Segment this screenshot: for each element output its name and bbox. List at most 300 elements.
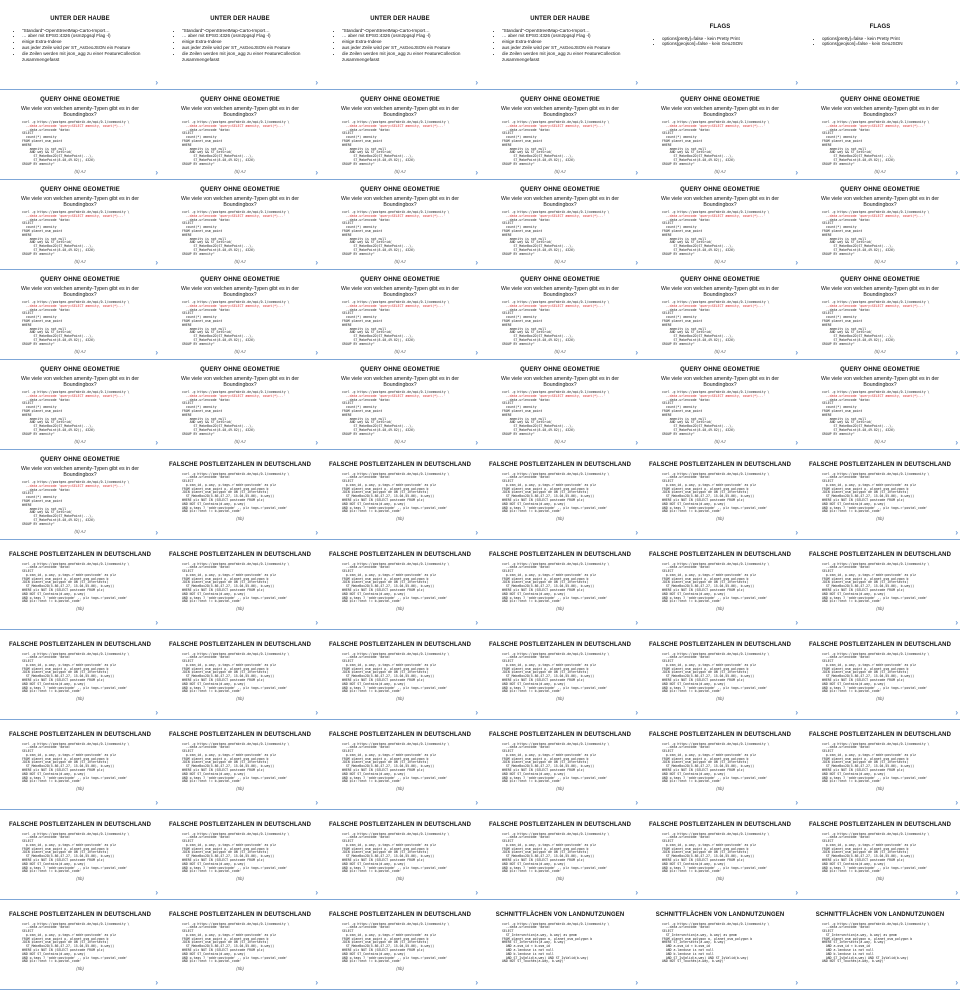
code-body: --data-urlencode "data= SELECT count(*) amenity FROM planet_osm_point WHERE amenity is not null AND way && ST_SetSrid( ST_MakeBox2D(ST_MakePoint(...), ST_MakePoint(8.40,49.02)), 4326) GROUP BY amenity" bbox=[182, 397, 255, 436]
slide-thumbnail[interactable] bbox=[0, 630, 160, 720]
next-slide-arrow-icon[interactable]: › bbox=[475, 258, 478, 267]
code-highlight: --data-urlencode 'query=SELECT amenity, count(*)...' bbox=[662, 303, 766, 308]
bullet-item: • einige Extra-Indexe bbox=[182, 39, 316, 45]
code-block bbox=[22, 211, 160, 257]
next-slide-arrow-icon[interactable]: › bbox=[955, 78, 958, 87]
next-slide-arrow-icon[interactable]: › bbox=[155, 528, 158, 537]
next-slide-arrow-icon[interactable]: › bbox=[795, 78, 798, 87]
slide-source-note: (5b) bbox=[716, 876, 724, 882]
next-slide-arrow-icon[interactable]: › bbox=[955, 798, 958, 807]
next-slide-arrow-icon[interactable]: › bbox=[795, 348, 798, 357]
next-slide-arrow-icon[interactable]: › bbox=[795, 618, 798, 627]
code-body: --data-urlencode "data= SELECT count(*) amenity FROM planet_osm_point WHERE amenity is not null AND way && ST_SetSrid( ST_MakeBox2D(ST_MakePoint(...), ST_MakePoint(8.40,49.02)), 4326) GROUP BY amenity" bbox=[182, 217, 255, 256]
code-line: curl -g https://postgeo.geofabrik.de/api/0.1/community \ bbox=[22, 480, 130, 485]
slide-source-note: (5) AJ bbox=[714, 348, 726, 354]
next-slide-arrow-icon[interactable]: › bbox=[955, 888, 958, 897]
code-line: curl -g https://postgeo.geofabrik.de/api/0.1/community \ --data-urlencode 'data= bbox=[22, 561, 130, 570]
slide-title: FALSCHE POSTLEITZAHLEN IN DEUTSCHLAND bbox=[488, 642, 632, 648]
slide-subtitle: Wie viele von welchen amenity-Typen gibt es in der Boundingbox? bbox=[181, 285, 299, 298]
slide-source-note: (5b) bbox=[396, 606, 404, 612]
slide-thumbnail[interactable] bbox=[800, 360, 960, 450]
next-slide-arrow-icon[interactable]: › bbox=[955, 258, 958, 267]
next-slide-arrow-icon[interactable]: › bbox=[155, 78, 158, 87]
slide-thumbnail[interactable] bbox=[480, 180, 640, 270]
bullet-item: • … aber mit EPSG:4326 (osm2pgsql Flag -l) bbox=[502, 33, 636, 39]
code-block bbox=[822, 473, 960, 515]
slide-source-note: (5) AJ bbox=[394, 168, 406, 174]
slide-title: QUERY OHNE GEOMETRIE bbox=[680, 187, 760, 193]
next-slide-arrow-icon[interactable]: › bbox=[315, 438, 318, 447]
next-slide-arrow-icon[interactable]: › bbox=[315, 618, 318, 627]
slide-subtitle: Wie viele von welchen amenity-Typen gibt es in der Boundingbox? bbox=[661, 375, 779, 388]
code-block bbox=[502, 923, 640, 965]
code-line: curl -g https://postgeo.geofabrik.de/api/0.1/community \ --data-urlencode 'data= bbox=[502, 471, 610, 480]
code-line: curl -g https://postgeo.geofabrik.de/api/0.1/community \ bbox=[502, 210, 610, 215]
next-slide-arrow-icon[interactable]: › bbox=[635, 528, 638, 537]
bullet-item: • einige Extra-Indexe bbox=[342, 39, 476, 45]
slide-source-note: (5) AJ bbox=[394, 438, 406, 444]
slide-thumbnail[interactable] bbox=[800, 900, 960, 990]
code-line: curl -g https://postgeo.geofabrik.de/api/0.1/community \ bbox=[182, 300, 290, 305]
next-slide-arrow-icon[interactable]: › bbox=[795, 168, 798, 177]
slide-title: FALSCHE POSTLEITZAHLEN IN DEUTSCHLAND bbox=[808, 732, 952, 738]
code-body: --data-urlencode "data= SELECT count(*) amenity FROM planet_osm_point WHERE amenity is not null AND way && ST_SetSrid( ST_MakeBox2D(ST_MakePoint(...), ST_MakePoint(8.40,49.02)), 4326) GROUP BY amenity" bbox=[22, 127, 95, 166]
code-body: SELECT ST_Intersection(a.way, b.way) as geom FROM planet_osm_polygon a, planet_osm_polygon b WHERE ST_Intersects(a.way, b.way) AND a.osm_id < b.osm_id AND a.landuse is not null AND b.landuse is not null AND ST_IsValid(a.way) AND ST_IsValid(b.way) AND NOT ST_Touches(a.way, b.way)' bbox=[822, 929, 913, 964]
code-body: --data-urlencode "data= SELECT count(*) amenity FROM planet_osm_point WHERE amenity is not null AND way && ST_SetSrid( ST_MakeBox2D(ST_MakePoint(...), ST_MakePoint(8.40,49.02)), 4326) GROUP BY amenity" bbox=[662, 217, 735, 256]
slide-thumbnail[interactable] bbox=[480, 720, 640, 810]
code-block bbox=[662, 743, 800, 785]
next-slide-arrow-icon[interactable]: › bbox=[475, 528, 478, 537]
next-slide-arrow-icon[interactable]: › bbox=[635, 708, 638, 717]
code-body: --data-urlencode "data= SELECT count(*) amenity FROM planet_osm_point WHERE amenity is not null AND way && ST_SetSrid( ST_MakeBox2D(ST_MakePoint(...), ST_MakePoint(8.40,49.02)), 4326) GROUP BY amenity" bbox=[502, 217, 575, 256]
code-body: SELECT p.osm_id, p.way, p.tags->'addr:postcode' as plz FROM planet_osm_point p, planet_osm_polygon b JOIN planet_osm_polygon de ON (ST_Intersects( ST_MakeBox2D(5.86,47.27, 15.04,55.06), b.way)) WHERE plz NOT IN (SELECT postcode FROM plz) AND NOT ST_Contains(d.way, p.way) AND p.tags ? 'addr:postcode' -- plz tags->'postal_code' AND plz::text != b.postal_code' bbox=[822, 659, 928, 694]
next-slide-arrow-icon[interactable]: › bbox=[315, 78, 318, 87]
slide-title: FALSCHE POSTLEITZAHLEN IN DEUTSCHLAND bbox=[648, 642, 792, 648]
next-slide-arrow-icon[interactable]: › bbox=[955, 168, 958, 177]
next-slide-arrow-icon[interactable]: › bbox=[795, 798, 798, 807]
next-slide-arrow-icon[interactable]: › bbox=[475, 168, 478, 177]
slide-title: FALSCHE POSTLEITZAHLEN IN DEUTSCHLAND bbox=[8, 732, 152, 738]
slide-thumbnail[interactable] bbox=[480, 0, 640, 90]
slide-source-note: (5b) bbox=[556, 606, 564, 612]
code-block bbox=[22, 121, 160, 167]
code-block bbox=[22, 563, 160, 605]
slide-thumbnail[interactable] bbox=[320, 540, 480, 630]
slide-thumbnail[interactable] bbox=[320, 360, 480, 450]
code-line: curl -g https://postgeo.geofabrik.de/api/0.1/community \ --data-urlencode 'data= bbox=[182, 741, 290, 750]
slide-thumbnail[interactable] bbox=[160, 540, 320, 630]
slide-source-note: (5b) bbox=[396, 876, 404, 882]
slide-title: FALSCHE POSTLEITZAHLEN IN DEUTSCHLAND bbox=[168, 732, 312, 738]
slide-thumbnail[interactable] bbox=[640, 540, 800, 630]
next-slide-arrow-icon[interactable]: › bbox=[475, 78, 478, 87]
code-highlight: --data-urlencode 'query=SELECT amenity, count(*)...' bbox=[822, 213, 926, 218]
next-slide-arrow-icon[interactable]: › bbox=[635, 168, 638, 177]
slide-thumbnail[interactable] bbox=[480, 90, 640, 180]
code-body: SELECT p.osm_id, p.way, p.tags->'addr:postcode' as plz FROM planet_osm_point p, planet_osm_polygon b JOIN planet_osm_polygon de ON (ST_Intersects( ST_MakeBox2D(5.86,47.27, 15.04,55.06), b.way)) WHERE plz NOT IN (SELECT postcode FROM plz) AND NOT ST_Contains(d.way, p.way) AND p.tags ? 'addr:postcode' -- plz tags->'postal_code' AND plz::text != b.postal_code' bbox=[662, 569, 768, 604]
slide-title: QUERY OHNE GEOMETRIE bbox=[840, 187, 920, 193]
slide-subtitle: Wie viele von welchen amenity-Typen gibt es in der Boundingbox? bbox=[501, 105, 619, 118]
slide-thumbnail[interactable] bbox=[800, 180, 960, 270]
code-body: --data-urlencode "data= SELECT count(*) amenity FROM planet_osm_point WHERE amenity is not null AND way && ST_SetSrid( ST_MakeBox2D(ST_MakePoint(...), ST_MakePoint(8.40,49.02)), 4326) GROUP BY amenity" bbox=[22, 397, 95, 436]
code-line: curl -g https://postgeo.geofabrik.de/api/0.1/community \ bbox=[182, 390, 290, 395]
slide-source-note: (5) AJ bbox=[714, 168, 726, 174]
code-body: --data-urlencode "data= SELECT count(*) amenity FROM planet_osm_point WHERE amenity is not null AND way && ST_SetSrid( ST_MakeBox2D(ST_MakePoint(...), ST_MakePoint(8.40,49.02)), 4326) GROUP BY amenity" bbox=[502, 307, 575, 346]
slide-thumbnail[interactable] bbox=[800, 270, 960, 360]
slide-thumbnail[interactable] bbox=[320, 180, 480, 270]
code-line: curl -g https://postgeo.geofabrik.de/api/0.1/community \ bbox=[502, 120, 610, 125]
code-line: curl -g https://postgeo.geofabrik.de/api/0.1/community \ --data-urlencode 'data= bbox=[502, 651, 610, 660]
slide-thumbnail[interactable] bbox=[0, 540, 160, 630]
slide-thumbnail[interactable] bbox=[160, 270, 320, 360]
slide-thumbnail[interactable] bbox=[480, 630, 640, 720]
slide-thumbnail[interactable] bbox=[640, 810, 800, 900]
slide-source-note: (5) AJ bbox=[394, 348, 406, 354]
slide-thumbnail[interactable] bbox=[640, 180, 800, 270]
slide-title: QUERY OHNE GEOMETRIE bbox=[200, 367, 280, 373]
next-slide-arrow-icon[interactable]: › bbox=[155, 978, 158, 987]
slide-title: FALSCHE POSTLEITZAHLEN IN DEUTSCHLAND bbox=[648, 462, 792, 468]
slide-source-note: (5b) bbox=[396, 516, 404, 522]
next-slide-arrow-icon[interactable]: › bbox=[635, 348, 638, 357]
code-body: SELECT p.osm_id, p.way, p.tags->'addr:postcode' as plz FROM planet_osm_point p, planet_osm_polygon b JOIN planet_osm_polygon de ON (ST_Intersects( ST_MakeBox2D(5.86,47.27, 15.04,55.06), b.way)) WHERE plz NOT IN (SELECT postcode FROM plz) AND NOT ST_Contains(d.way, p.way) AND p.tags ? 'addr:postcode' -- plz tags->'postal_code' AND plz::text != b.postal_code' bbox=[342, 479, 448, 514]
code-line: curl -g https://postgeo.geofabrik.de/api/0.1/community \ bbox=[342, 300, 450, 305]
next-slide-arrow-icon[interactable]: › bbox=[315, 978, 318, 987]
code-line: curl -g https://postgeo.geofabrik.de/api/0.1/community \ bbox=[502, 390, 610, 395]
next-slide-arrow-icon[interactable]: › bbox=[475, 798, 478, 807]
slide-thumbnail[interactable] bbox=[160, 810, 320, 900]
slide-thumbnail[interactable] bbox=[160, 90, 320, 180]
code-body: SELECT p.osm_id, p.way, p.tags->'addr:postcode' as plz FROM planet_osm_point p, planet_osm_polygon b JOIN planet_osm_polygon de ON (ST_Intersects( ST_MakeBox2D(5.86,47.27, 15.04,55.06), b.way)) WHERE plz NOT IN (SELECT postcode FROM plz) AND NOT ST_Contains(d.way, p.way) AND p.tags ? 'addr:postcode' -- plz tags->'postal_code' AND plz::text != b.postal_code' bbox=[502, 569, 608, 604]
code-block bbox=[342, 653, 480, 695]
code-line: curl -g https://postgeo.geofabrik.de/api/0.1/community \ bbox=[182, 210, 290, 215]
slide-thumbnail[interactable] bbox=[160, 450, 320, 540]
slide-thumbnail[interactable] bbox=[0, 0, 160, 90]
code-block bbox=[22, 923, 160, 965]
bullet-item: • "Standard"-OpenStreetMap-Carto-Import… bbox=[502, 28, 636, 34]
code-highlight: --data-urlencode 'query=SELECT amenity, count(*)...' bbox=[662, 393, 766, 398]
slide-thumbnail[interactable] bbox=[160, 720, 320, 810]
code-block bbox=[342, 563, 480, 605]
slide-subtitle: Wie viele von welchen amenity-Typen gibt es in der Boundingbox? bbox=[21, 465, 139, 478]
slide-title: FALSCHE POSTLEITZAHLEN IN DEUTSCHLAND bbox=[808, 822, 952, 828]
slide-title: QUERY OHNE GEOMETRIE bbox=[520, 187, 600, 193]
code-body: SELECT p.osm_id, p.way, p.tags->'addr:postcode' as plz FROM planet_osm_point p, planet_osm_polygon b JOIN planet_osm_polygon de ON (ST_Intersects( ST_MakeBox2D(5.86,47.27, 15.04,55.06), b.way)) WHERE plz NOT IN (SELECT postcode FROM plz) AND NOT ST_Contains(d.way, p.way) AND p.tags ? 'addr:postcode' -- plz tags->'postal_code' AND plz::text != b.postal_code' bbox=[182, 929, 288, 964]
code-highlight: --data-urlencode 'query=SELECT amenity, count(*)...' bbox=[502, 213, 606, 218]
slide-thumbnail[interactable] bbox=[0, 810, 160, 900]
next-slide-arrow-icon[interactable]: › bbox=[315, 708, 318, 717]
next-slide-arrow-icon[interactable]: › bbox=[635, 258, 638, 267]
code-body: SELECT p.osm_id, p.way, p.tags->'addr:postcode' as plz FROM planet_osm_point p, planet_osm_polygon b JOIN planet_osm_polygon de ON (ST_Intersects( ST_MakeBox2D(5.86,47.27, 15.04,55.06), b.way)) WHERE plz NOT IN (SELECT postcode FROM plz) AND NOT ST_Contains(d.way, p.way) AND p.tags ? 'addr:postcode' -- plz tags->'postal_code' AND plz::text != b.postal_code' bbox=[662, 479, 768, 514]
code-highlight: --data-urlencode 'query=SELECT amenity, count(*)...' bbox=[22, 123, 126, 128]
slide-source-note: (5) AJ bbox=[554, 168, 566, 174]
slide-subtitle: Wie viele von welchen amenity-Typen gibt es in der Boundingbox? bbox=[821, 285, 939, 298]
next-slide-arrow-icon[interactable]: › bbox=[315, 168, 318, 177]
slide-thumbnail[interactable] bbox=[640, 360, 800, 450]
slide-thumbnail[interactable] bbox=[480, 360, 640, 450]
next-slide-arrow-icon[interactable]: › bbox=[155, 348, 158, 357]
bullet-item: • … aber mit EPSG:4326 (osm2pgsql Flag -l) bbox=[22, 33, 156, 39]
code-body: --data-urlencode "data= SELECT count(*) amenity FROM planet_osm_point WHERE amenity is not null AND way && ST_SetSrid( ST_MakeBox2D(ST_MakePoint(...), ST_MakePoint(8.40,49.02)), 4326) GROUP BY amenity" bbox=[822, 307, 895, 346]
slide-title: FALSCHE POSTLEITZAHLEN IN DEUTSCHLAND bbox=[648, 822, 792, 828]
next-slide-arrow-icon[interactable]: › bbox=[475, 708, 478, 717]
next-slide-arrow-icon[interactable]: › bbox=[475, 888, 478, 897]
code-block bbox=[822, 211, 960, 257]
slide-source-note: (5b) bbox=[236, 606, 244, 612]
slide-thumbnail[interactable] bbox=[320, 90, 480, 180]
bullet-item: • die Zeilen werden mit json_agg zu einer FeatureCollection zusammengefasst bbox=[342, 51, 476, 63]
slide-title: FALSCHE POSTLEITZAHLEN IN DEUTSCHLAND bbox=[168, 552, 312, 558]
slide-source-note: (5b) bbox=[556, 516, 564, 522]
slide-title: QUERY OHNE GEOMETRIE bbox=[200, 277, 280, 283]
slide-title: FLAGS bbox=[869, 24, 891, 30]
next-slide-arrow-icon[interactable]: › bbox=[955, 978, 958, 987]
slide-thumbnail[interactable] bbox=[0, 90, 160, 180]
code-body: SELECT p.osm_id, p.way, p.tags->'addr:postcode' as plz FROM planet_osm_point p, planet_osm_polygon b JOIN planet_osm_polygon de ON (ST_Intersects( ST_MakeBox2D(5.86,47.27, 15.04,55.06), b.way)) WHERE plz NOT IN (SELECT postcode FROM plz) AND NOT ST_Contains(d.way, p.way) AND p.tags ? 'addr:postcode' -- plz tags->'postal_code' AND plz::text != b.postal_code' bbox=[502, 749, 608, 784]
code-block bbox=[182, 391, 320, 437]
slide-thumbnail[interactable] bbox=[800, 450, 960, 540]
code-line: curl -g https://postgeo.geofabrik.de/api/0.1/community \ --data-urlencode 'data= bbox=[662, 831, 770, 840]
code-body: SELECT p.osm_id, p.way, p.tags->'addr:postcode' as plz FROM planet_osm_point p, planet_osm_polygon b JOIN planet_osm_polygon de ON (ST_Intersects( ST_MakeBox2D(5.86,47.27, 15.04,55.06), b.way)) WHERE plz NOT IN (SELECT postcode FROM plz) AND NOT ST_Contains(d.way, p.way) AND p.tags ? 'addr:postcode' -- plz tags->'postal_code' AND plz::text != b.postal_code' bbox=[502, 659, 608, 694]
bullet-item: • die Zeilen werden mit json_agg zu einer FeatureCollection zusammengefasst bbox=[502, 51, 636, 63]
slide-thumbnail[interactable] bbox=[640, 270, 800, 360]
slide-thumbnail[interactable] bbox=[800, 540, 960, 630]
slide-title: QUERY OHNE GEOMETRIE bbox=[360, 97, 440, 103]
slide-thumbnail[interactable] bbox=[0, 450, 160, 540]
code-block bbox=[182, 211, 320, 257]
next-slide-arrow-icon[interactable]: › bbox=[795, 438, 798, 447]
slide-source-note: (5) AJ bbox=[74, 348, 86, 354]
slide-thumbnail[interactable] bbox=[320, 720, 480, 810]
slide-thumbnail[interactable] bbox=[0, 270, 160, 360]
slide-thumbnail[interactable] bbox=[480, 900, 640, 990]
code-body: SELECT ST_Intersection(a.way, b.way) as geom FROM planet_osm_polygon a, planet_osm_polygon b WHERE ST_Intersects(a.way, b.way) AND a.osm_id < b.osm_id AND a.landuse is not null AND b.landuse is not null AND ST_IsValid(a.way) AND ST_IsValid(b.way) AND NOT ST_Touches(a.way, b.way)' bbox=[662, 929, 753, 964]
slide-source-note: (5) AJ bbox=[874, 168, 886, 174]
next-slide-arrow-icon[interactable]: › bbox=[795, 528, 798, 537]
slide-title: FALSCHE POSTLEITZAHLEN IN DEUTSCHLAND bbox=[488, 552, 632, 558]
bullet-item: • aus jeder Zeile wird per ST_AsGeoJSON ein Feature bbox=[342, 45, 476, 51]
slide-thumbnail[interactable] bbox=[800, 0, 960, 90]
slide-thumbnail[interactable] bbox=[640, 720, 800, 810]
code-line: curl -g https://postgeo.geofabrik.de/api/0.1/community \ --data-urlencode 'data= bbox=[822, 741, 930, 750]
slide-source-note: (5) AJ bbox=[714, 438, 726, 444]
slide-thumbnail[interactable] bbox=[640, 630, 800, 720]
slide-thumbnail[interactable] bbox=[0, 180, 160, 270]
slide-source-note: (5b) bbox=[76, 876, 84, 882]
next-slide-arrow-icon[interactable]: › bbox=[475, 978, 478, 987]
bullet-list bbox=[800, 36, 960, 48]
code-block bbox=[502, 473, 640, 515]
next-slide-arrow-icon[interactable]: › bbox=[315, 258, 318, 267]
code-body: SELECT p.osm_id, p.way, p.tags->'addr:postcode' as plz FROM planet_osm_point p, planet_osm_polygon b JOIN planet_osm_polygon de ON (ST_Intersects( ST_MakeBox2D(5.86,47.27, 15.04,55.06), b.way)) WHERE plz NOT IN (SELECT postcode FROM plz) AND NOT ST_Contains(d.way, p.way) AND p.tags ? 'addr:postcode' -- plz tags->'postal_code' AND plz::text != b.postal_code' bbox=[662, 659, 768, 694]
code-body: --data-urlencode "data= SELECT count(*) amenity FROM planet_osm_point WHERE amenity is not null AND way && ST_SetSrid( ST_MakeBox2D(ST_MakePoint(...), ST_MakePoint(8.40,49.02)), 4326) GROUP BY amenity" bbox=[182, 307, 255, 346]
slide-title: FALSCHE POSTLEITZAHLEN IN DEUTSCHLAND bbox=[168, 642, 312, 648]
next-slide-arrow-icon[interactable]: › bbox=[795, 708, 798, 717]
next-slide-arrow-icon[interactable]: › bbox=[955, 528, 958, 537]
code-highlight: --data-urlencode 'query=SELECT amenity, count(*)...' bbox=[822, 393, 926, 398]
bullet-item: • aus jeder Zeile wird per ST_AsGeoJSON ein Feature bbox=[502, 45, 636, 51]
slide-subtitle: Wie viele von welchen amenity-Typen gibt es in der Boundingbox? bbox=[821, 195, 939, 208]
slide-thumbnail[interactable] bbox=[160, 900, 320, 990]
code-block bbox=[822, 743, 960, 785]
next-slide-arrow-icon[interactable]: › bbox=[795, 258, 798, 267]
next-slide-arrow-icon[interactable]: › bbox=[635, 978, 638, 987]
next-slide-arrow-icon[interactable]: › bbox=[315, 798, 318, 807]
bullet-item: • einige Extra-Indexe bbox=[502, 39, 636, 45]
slide-thumbnail[interactable] bbox=[640, 900, 800, 990]
slide-thumbnail[interactable] bbox=[800, 90, 960, 180]
next-slide-arrow-icon[interactable]: › bbox=[315, 348, 318, 357]
slide-thumbnail[interactable] bbox=[320, 0, 480, 90]
next-slide-arrow-icon[interactable]: › bbox=[635, 798, 638, 807]
code-block bbox=[502, 833, 640, 875]
code-body: --data-urlencode "data= SELECT count(*) amenity FROM planet_osm_point WHERE amenity is not null AND way && ST_SetSrid( ST_MakeBox2D(ST_MakePoint(...), ST_MakePoint(8.40,49.02)), 4326) GROUP BY amenity" bbox=[342, 307, 415, 346]
slide-thumbnail[interactable] bbox=[800, 810, 960, 900]
slide-source-note: (5b) bbox=[236, 696, 244, 702]
bullet-item: • aus jeder Zeile wird per ST_AsGeoJSON ein Feature bbox=[22, 45, 156, 51]
code-block bbox=[822, 301, 960, 347]
slide-thumbnail[interactable] bbox=[800, 720, 960, 810]
next-slide-arrow-icon[interactable]: › bbox=[955, 618, 958, 627]
slide-thumbnail[interactable] bbox=[320, 450, 480, 540]
slide-thumbnail[interactable] bbox=[320, 900, 480, 990]
code-line: curl -g https://postgeo.geofabrik.de/api/0.1/community \ --data-urlencode 'data= bbox=[662, 741, 770, 750]
code-body: --data-urlencode "data= SELECT count(*) amenity FROM planet_osm_point WHERE amenity is not null AND way && ST_SetSrid( ST_MakeBox2D(ST_MakePoint(...), ST_MakePoint(8.40,49.02)), 4326) GROUP BY amenity" bbox=[662, 307, 735, 346]
bullet-item: • options[pretty]=false - kein Pretty Print bbox=[662, 36, 796, 42]
slide-thumbnail[interactable] bbox=[160, 630, 320, 720]
code-body: SELECT p.osm_id, p.way, p.tags->'addr:postcode' as plz FROM planet_osm_point p, planet_osm_polygon b JOIN planet_osm_polygon de ON (ST_Intersects( ST_MakeBox2D(5.86,47.27, 15.04,55.06), b.way)) WHERE plz NOT IN (SELECT postcode FROM plz) AND NOT ST_Contains(d.way, p.way) AND p.tags ? 'addr:postcode' -- plz tags->'postal_code' AND plz::text != b.postal_code' bbox=[342, 659, 448, 694]
slide-title: QUERY OHNE GEOMETRIE bbox=[680, 367, 760, 373]
slide-thumbnail[interactable] bbox=[0, 900, 160, 990]
next-slide-arrow-icon[interactable]: › bbox=[955, 438, 958, 447]
slide-thumbnail[interactable] bbox=[480, 450, 640, 540]
slide-thumbnail[interactable] bbox=[160, 360, 320, 450]
bullet-item: • options[geojson]=false - kein GeoJSON bbox=[822, 41, 956, 47]
slide-thumbnail[interactable] bbox=[320, 810, 480, 900]
next-slide-arrow-icon[interactable]: › bbox=[315, 888, 318, 897]
slide-title: FALSCHE POSTLEITZAHLEN IN DEUTSCHLAND bbox=[328, 642, 472, 648]
slide-thumbnail[interactable] bbox=[640, 450, 800, 540]
code-line: curl -g https://postgeo.geofabrik.de/api/0.1/community \ bbox=[822, 210, 930, 215]
code-line: curl -g https://postgeo.geofabrik.de/api/0.1/community \ bbox=[22, 210, 130, 215]
next-slide-arrow-icon[interactable]: › bbox=[155, 258, 158, 267]
slide-thumbnail[interactable] bbox=[480, 810, 640, 900]
code-line: curl -g https://postgeo.geofabrik.de/api/0.1/community \ --data-urlencode 'data= bbox=[662, 471, 770, 480]
code-body: SELECT p.osm_id, p.way, p.tags->'addr:postcode' as plz FROM planet_osm_point p, planet_osm_polygon b JOIN planet_osm_polygon de ON (ST_Intersects( ST_MakeBox2D(5.86,47.27, 15.04,55.06), b.way)) WHERE plz NOT IN (SELECT postcode FROM plz) AND NOT ST_Contains(d.way, p.way) AND p.tags ? 'addr:postcode' -- plz tags->'postal_code' AND plz::text != b.postal_code' bbox=[662, 839, 768, 874]
code-block bbox=[822, 923, 960, 965]
code-block bbox=[182, 743, 320, 785]
next-slide-arrow-icon[interactable]: › bbox=[635, 78, 638, 87]
next-slide-arrow-icon[interactable]: › bbox=[155, 438, 158, 447]
code-highlight: --data-urlencode 'query=SELECT amenity, count(*)...' bbox=[502, 123, 606, 128]
code-body: --data-urlencode "data= SELECT count(*) amenity FROM planet_osm_point WHERE amenity is not null AND way && ST_SetSrid( ST_MakeBox2D(ST_MakePoint(...), ST_MakePoint(8.40,49.02)), 4326) GROUP BY amenity" bbox=[662, 127, 735, 166]
slide-thumbnail[interactable] bbox=[320, 630, 480, 720]
next-slide-arrow-icon[interactable]: › bbox=[155, 708, 158, 717]
bullet-item: • … aber mit EPSG:4326 (osm2pgsql Flag -l) bbox=[342, 33, 476, 39]
code-block bbox=[182, 653, 320, 695]
next-slide-arrow-icon[interactable]: › bbox=[475, 438, 478, 447]
slide-title: FALSCHE POSTLEITZAHLEN IN DEUTSCHLAND bbox=[8, 552, 152, 558]
slide-thumbnail[interactable] bbox=[320, 270, 480, 360]
slide-source-note: (5b) bbox=[396, 786, 404, 792]
slide-thumbnail[interactable] bbox=[640, 90, 800, 180]
code-highlight: --data-urlencode 'query=SELECT amenity, count(*)...' bbox=[342, 303, 446, 308]
next-slide-arrow-icon[interactable]: › bbox=[155, 798, 158, 807]
next-slide-arrow-icon[interactable]: › bbox=[635, 618, 638, 627]
code-block bbox=[22, 301, 160, 347]
code-body: SELECT p.osm_id, p.way, p.tags->'addr:postcode' as plz FROM planet_osm_point p, planet_osm_polygon b JOIN planet_osm_polygon de ON (ST_Intersects( ST_MakeBox2D(5.86,47.27, 15.04,55.06), b.way)) WHERE plz NOT IN (SELECT postcode FROM plz) AND NOT ST_Contains(d.way, p.way) AND p.tags ? 'addr:postcode' -- plz tags->'postal_code' AND plz::text != b.postal_code' bbox=[342, 749, 448, 784]
bullet-item: • aus jeder Zeile wird per ST_AsGeoJSON ein Feature bbox=[182, 45, 316, 51]
slide-source-note: (5b) bbox=[76, 966, 84, 972]
code-line: curl -g https://postgeo.geofabrik.de/api/0.1/community \ bbox=[182, 120, 290, 125]
code-line: curl -g https://postgeo.geofabrik.de/api/0.1/community \ bbox=[662, 120, 770, 125]
slide-title: UNTER DER HAUBE bbox=[50, 16, 110, 22]
next-slide-arrow-icon[interactable]: › bbox=[155, 168, 158, 177]
slide-thumbnail[interactable] bbox=[640, 0, 800, 90]
code-body: SELECT ST_Intersection(a.way, b.way) as geom FROM planet_osm_polygon a, planet_osm_polygon b WHERE ST_Intersects(a.way, b.way) AND a.osm_id < b.osm_id AND a.landuse is not null AND b.landuse is not null AND ST_IsValid(a.way) AND ST_IsValid(b.way) AND NOT ST_Touches(a.way, b.way)' bbox=[502, 929, 593, 964]
code-highlight: --data-urlencode 'query=SELECT amenity, count(*)...' bbox=[22, 303, 126, 308]
slide-thumbnail[interactable] bbox=[160, 180, 320, 270]
slide-subtitle: Wie viele von welchen amenity-Typen gibt es in der Boundingbox? bbox=[341, 375, 459, 388]
code-line: curl -g https://postgeo.geofabrik.de/api/0.1/community \ --data-urlencode 'data= bbox=[342, 741, 450, 750]
code-block bbox=[22, 743, 160, 785]
next-slide-arrow-icon[interactable]: › bbox=[475, 348, 478, 357]
next-slide-arrow-icon[interactable]: › bbox=[795, 978, 798, 987]
code-block bbox=[22, 391, 160, 437]
slide-source-note: (5) AJ bbox=[74, 438, 86, 444]
next-slide-arrow-icon[interactable]: › bbox=[635, 438, 638, 447]
code-line: curl -g https://postgeo.geofabrik.de/api/0.1/community \ --data-urlencode 'data= bbox=[822, 471, 930, 480]
next-slide-arrow-icon[interactable]: › bbox=[475, 618, 478, 627]
code-body: SELECT p.osm_id, p.way, p.tags->'addr:postcode' as plz FROM planet_osm_point p, planet_osm_polygon b JOIN planet_osm_polygon de ON (ST_Intersects( ST_MakeBox2D(5.86,47.27, 15.04,55.06), b.way)) WHERE plz NOT IN (SELECT postcode FROM plz) AND NOT ST_Contains(d.way, p.way) AND p.tags ? 'addr:postcode' -- plz tags->'postal_code' AND plz::text != b.postal_code' bbox=[182, 659, 288, 694]
slide-thumbnail[interactable] bbox=[480, 540, 640, 630]
code-body: SELECT p.osm_id, p.way, p.tags->'addr:postcode' as plz FROM planet_osm_point p, planet_osm_polygon b JOIN planet_osm_polygon de ON (ST_Intersects( ST_MakeBox2D(5.86,47.27, 15.04,55.06), b.way)) WHERE plz NOT IN (SELECT postcode FROM plz) AND NOT ST_Contains(d.way, p.way) AND p.tags ? 'addr:postcode' -- plz tags->'postal_code' AND plz::text != b.postal_code' bbox=[342, 569, 448, 604]
code-line: curl -g https://postgeo.geofabrik.de/api/0.1/community \ bbox=[662, 300, 770, 305]
slide-thumbnail[interactable] bbox=[0, 360, 160, 450]
bullet-item: • einige Extra-Indexe bbox=[22, 39, 156, 45]
slide-title: SCHNITTFLÄCHEN VON LANDNUTZUNGEN bbox=[655, 912, 785, 918]
slide-title: FALSCHE POSTLEITZAHLEN IN DEUTSCHLAND bbox=[328, 462, 472, 468]
next-slide-arrow-icon[interactable]: › bbox=[955, 348, 958, 357]
code-block bbox=[822, 833, 960, 875]
code-line: curl -g https://postgeo.geofabrik.de/api/0.1/community \ --data-urlencode 'data= bbox=[22, 651, 130, 660]
slide-subtitle: Wie viele von welchen amenity-Typen gibt es in der Boundingbox? bbox=[21, 285, 139, 298]
slide-thumbnail[interactable] bbox=[160, 0, 320, 90]
next-slide-arrow-icon[interactable]: › bbox=[315, 528, 318, 537]
code-body: SELECT p.osm_id, p.way, p.tags->'addr:postcode' as plz FROM planet_osm_point p, planet_osm_polygon b JOIN planet_osm_polygon de ON (ST_Intersects( ST_MakeBox2D(5.86,47.27, 15.04,55.06), b.way)) WHERE plz NOT IN (SELECT postcode FROM plz) AND NOT ST_Contains(d.way, p.way) AND p.tags ? 'addr:postcode' -- plz tags->'postal_code' AND plz::text != b.postal_code' bbox=[502, 839, 608, 874]
bullet-list bbox=[320, 28, 480, 63]
code-line: curl -g https://postgeo.geofabrik.de/api/0.1/community \ bbox=[342, 120, 450, 125]
slide-title: QUERY OHNE GEOMETRIE bbox=[680, 277, 760, 283]
next-slide-arrow-icon[interactable]: › bbox=[155, 888, 158, 897]
code-body: --data-urlencode "data= SELECT count(*) amenity FROM planet_osm_point WHERE amenity is not null AND way && ST_SetSrid( ST_MakeBox2D(ST_MakePoint(...), ST_MakePoint(8.40,49.02)), 4326) GROUP BY amenity" bbox=[342, 127, 415, 166]
slide-thumbnail[interactable] bbox=[800, 630, 960, 720]
bullet-list bbox=[640, 36, 800, 48]
slide-source-note: (5b) bbox=[236, 876, 244, 882]
next-slide-arrow-icon[interactable]: › bbox=[635, 888, 638, 897]
slide-thumbnail[interactable] bbox=[480, 270, 640, 360]
next-slide-arrow-icon[interactable]: › bbox=[795, 888, 798, 897]
code-block bbox=[662, 211, 800, 257]
code-body: SELECT p.osm_id, p.way, p.tags->'addr:postcode' as plz FROM planet_osm_point p, planet_osm_polygon b JOIN planet_osm_polygon de ON (ST_Intersects( ST_MakeBox2D(5.86,47.27, 15.04,55.06), b.way)) WHERE plz NOT IN (SELECT postcode FROM plz) AND NOT ST_Contains(d.way, p.way) AND p.tags ? 'addr:postcode' -- plz tags->'postal_code' AND plz::text != b.postal_code' bbox=[182, 569, 288, 604]
slide-title: FALSCHE POSTLEITZAHLEN IN DEUTSCHLAND bbox=[488, 732, 632, 738]
slide-title: QUERY OHNE GEOMETRIE bbox=[520, 97, 600, 103]
code-body: --data-urlencode "data= SELECT count(*) amenity FROM planet_osm_point WHERE amenity is not null AND way && ST_SetSrid( ST_MakeBox2D(ST_MakePoint(...), ST_MakePoint(8.40,49.02)), 4326) GROUP BY amenity" bbox=[22, 487, 95, 526]
next-slide-arrow-icon[interactable]: › bbox=[955, 708, 958, 717]
slide-thumbnail[interactable] bbox=[0, 720, 160, 810]
slide-title: UNTER DER HAUBE bbox=[370, 16, 430, 22]
next-slide-arrow-icon[interactable]: › bbox=[155, 618, 158, 627]
